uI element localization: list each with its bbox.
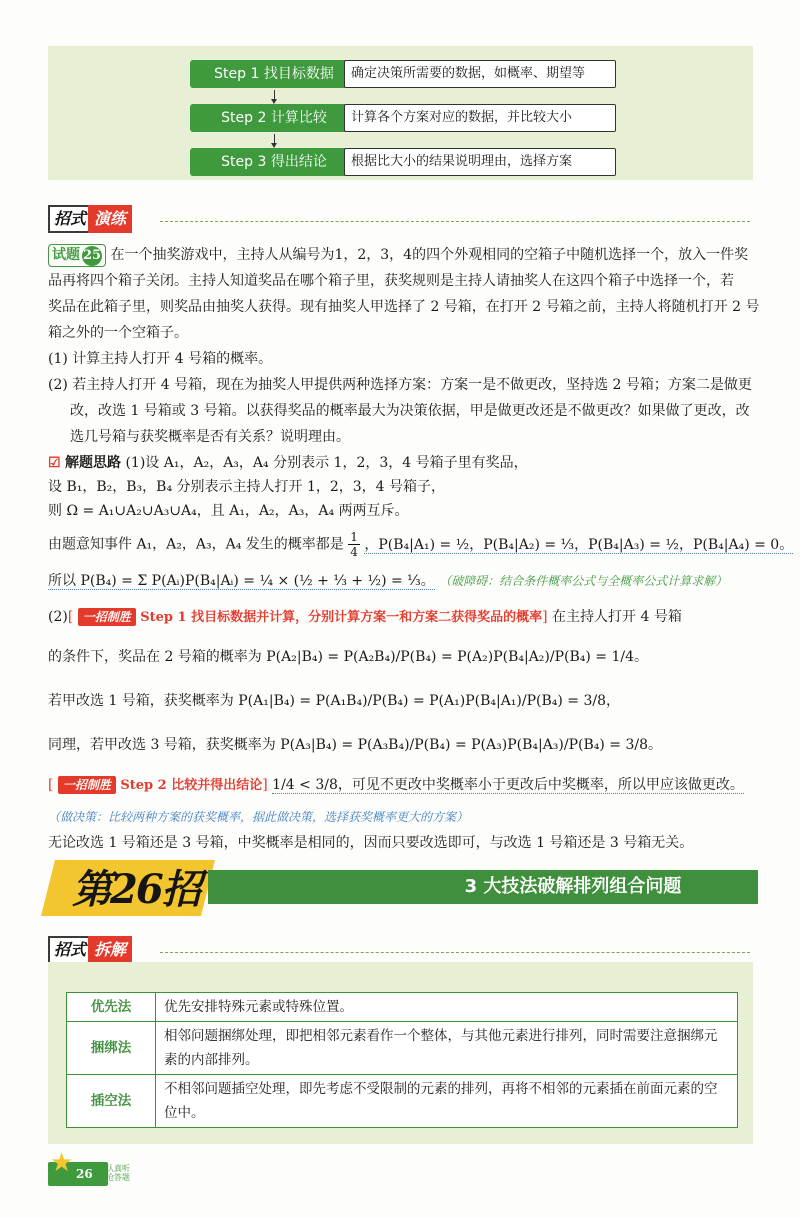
problem-line-4: 箱之外的一个空箱子。 bbox=[48, 325, 188, 341]
step-2-desc: 计算各个方案对应的数据，并比较大小 bbox=[344, 104, 616, 132]
solution-line-1: ☑ 解题思路 (1)设 A₁，A₂，A₃，A₄ 分别表示 1，2，3，4 号箱子里有奖品， bbox=[48, 455, 528, 471]
solution-alt-3: 同理，若甲改选 3 号箱，获奖概率为 P(A₃|B₄) = P(A₃B₄)/P(B₄) = P(A₃)P(B₄|A₃)/P(B₄) = 3/8。 bbox=[48, 737, 663, 753]
question-2a: (2) 若主持人打开 4 号箱，现在为抽奖人甲提供两种选择方案：方案一是不做更改，坚持选 2 号箱；方案二是做更 bbox=[48, 377, 752, 393]
solution-line-4: 由题意知事件 A₁，A₂，A₃，A₄ 发生的概率都是 $\frac{1}{4}$ ，P(B₄|A₁) = ½，P(B₄|A₂) = ⅓，P(B₄|A₃) = ½，P(B₄|A₄) = 0。 bbox=[48, 530, 794, 559]
arrow-icon bbox=[274, 90, 275, 101]
star-icon: ★ bbox=[50, 1148, 74, 1178]
solution-line-2: 设 B₁，B₂，B₃，B₄ 分别表示主持人打开 1，2，3，4 号箱子， bbox=[48, 479, 446, 495]
step-3-desc: 根据比大小的结果说明理由，选择方案 bbox=[344, 148, 616, 176]
check-icon: ☑ bbox=[48, 455, 61, 471]
problem-line-1: 试题 25 在一个抽奖游戏中，主持人从编号为1，2，3，4的四个外观相同的空箱子中随机选择一个，放入一件奖 bbox=[48, 244, 748, 267]
solution-part-2: (2)[ 一招制胜 Step 1 找目标数据并计算，分别计算方案一和方案二获得奖品的概率] 在主持人打开 4 号箱 bbox=[48, 609, 682, 625]
solution-part-2-cond: 的条件下，奖品在 2 号箱的概率为 P(A₂|B₄) = P(A₂B₄)/P(B₄) = P(A₂)P(B₄|A₂)/P(B₄) = 1/4。 bbox=[48, 649, 649, 665]
question-2c: 选几号箱与获奖概率是否有关系？说明理由。 bbox=[70, 429, 350, 445]
chapter-title: 3 大技法破解排列组合问题 bbox=[464, 876, 682, 897]
step-panel bbox=[48, 46, 753, 180]
problem-line-3: 奖品在此箱子里，则奖品由抽奖人获得。现有抽奖人甲选择了 2 号箱，在打开 2 号箱之前，主持人将随机打开 2 号 bbox=[48, 299, 760, 315]
problem-tag: 试题 25 bbox=[48, 244, 106, 267]
table-row: 优先法 优先安排特殊元素或特殊位置。 bbox=[67, 993, 738, 1022]
divider bbox=[160, 221, 750, 222]
solution-line-5: 所以 P(B₄) = Σ P(Aᵢ)P(B₄|Aᵢ) = ¼ × (½ + ⅓ + ½) = ⅓。 （破障碍：结合条件概率公式与全概率公式计算求解） bbox=[48, 573, 728, 589]
problem-line-2: 品再将四个箱子关闭。主持人知道奖品在哪个箱子里，获奖规则是主持人请抽奖人在这四个箱子中选择一个，若 bbox=[48, 273, 734, 289]
arrow-icon bbox=[274, 134, 275, 145]
table-row: 插空法 不相邻问题插空处理，即先考虑不受限制的元素的排列，再将不相邻的元素插在前面元素的空位中。 bbox=[67, 1075, 738, 1128]
solution-final: 无论改选 1 号箱还是 3 号箱，中奖概率是相同的，因而只要改选即可，与改选 1 号箱还是 3 号箱无关。 bbox=[48, 835, 694, 851]
question-1: (1) 计算主持人打开 4 号箱的概率。 bbox=[48, 351, 273, 367]
chapter-banner bbox=[48, 866, 758, 913]
step-1-desc: 确定决策所需要的数据，如概率、期望等 bbox=[344, 60, 616, 88]
divider bbox=[160, 952, 750, 953]
step-2-label: Step 2 计算比较 bbox=[190, 104, 358, 132]
methods-table bbox=[66, 992, 738, 1128]
page-number: 26 bbox=[76, 1167, 93, 1181]
chapter-number: 第26招 bbox=[72, 866, 200, 913]
practice-header: 招式 演练 bbox=[48, 205, 132, 233]
solution-alt-1: 若甲改选 1 号箱，获奖概率为 P(A₁|B₄) = P(A₁B₄)/P(B₄) = P(A₁)P(B₄|A₁)/P(B₄) = 3/8， bbox=[48, 693, 621, 709]
step-1-label: Step 1 找目标数据 bbox=[190, 60, 358, 88]
breakdown-header: 招式 拆解 bbox=[48, 936, 132, 964]
solution-line-3: 则 Ω = A₁∪A₂∪A₃∪A₄，且 A₁，A₂，A₃，A₄ 两两互斥。 bbox=[48, 503, 409, 519]
trick-badge: 一招制胜 bbox=[78, 608, 136, 626]
question-2b: 改，改选 1 号箱或 3 号箱。以获得奖品的概率最大为决策依据，甲是做更改还是不做更改？如果做了更改，改 bbox=[70, 403, 750, 419]
solution-note: （做决策：比较两种方案的获奖概率，据此做决策，选择获奖概率更大的方案） bbox=[48, 810, 469, 824]
step-3-label: Step 3 得出结论 bbox=[190, 148, 358, 176]
solution-step-2: [ 一招制胜 Step 2 比较并得出结论] 1/4 < 3/8，可见不更改中奖概率小于更改后中奖概率，所以甲应该做更改。 bbox=[48, 777, 744, 793]
table-row: 捆绑法 相邻问题捆绑处理，即把相邻元素看作一个整体，与其他元素进行排列，同时需要注意捆绑元素的内部排列。 bbox=[67, 1022, 738, 1075]
footer-motto: 上课认真听 下课抢答题 bbox=[90, 1164, 130, 1182]
